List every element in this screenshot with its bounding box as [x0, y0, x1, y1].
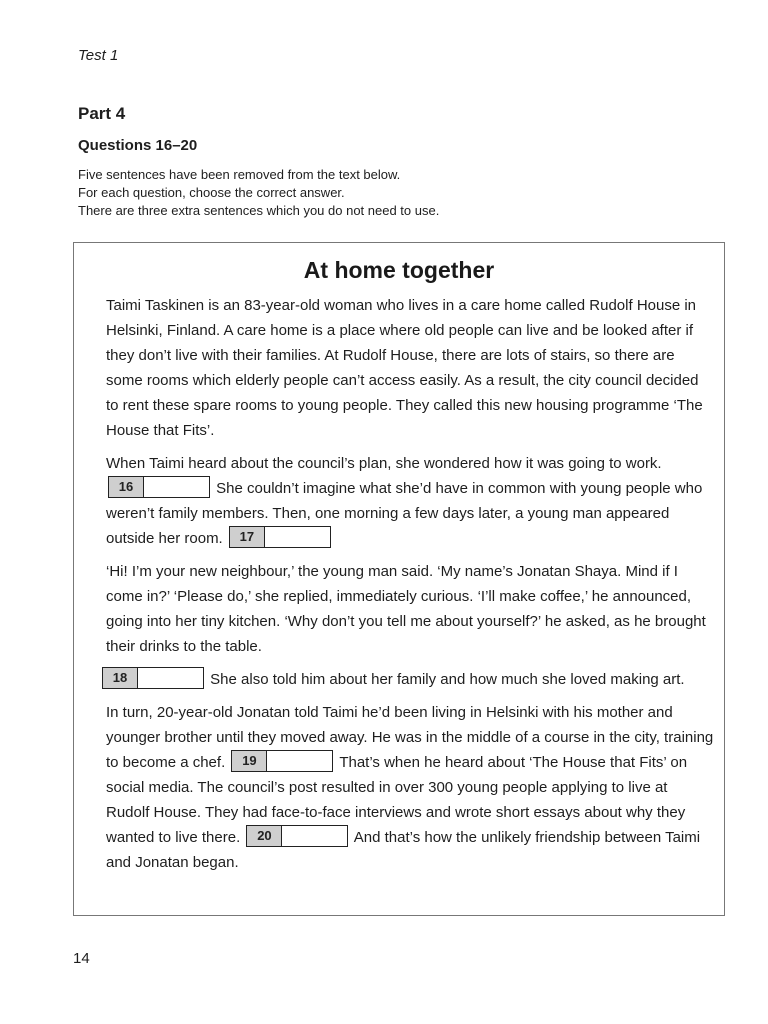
gap-number: 20	[247, 826, 282, 846]
article-body	[106, 293, 714, 883]
paragraph-text: She couldn’t imagine what she’d have in common with young people who weren’t family members. Then, one morning a few days later, a young man appeared outside her room.	[106, 480, 703, 547]
gap-20-box[interactable]	[246, 825, 348, 847]
questions-range: Questions 16–20	[78, 137, 198, 154]
paragraph-4	[106, 667, 714, 692]
gap-number: 17	[230, 527, 265, 547]
paragraph-1: Taimi Taskinen is an 83-year-old woman who lives in a care home called Rudolf House in Helsinki, Finland. A care home is a place where old people can live and be looked after if they don’t live with their families. At Rudolf House, there are lots of stairs, so there are some rooms which elderly people can’t access easily. As a result, the city council decided to rent these spare rooms to young people. They called this new housing programme ‘The House that Fits’.	[106, 297, 703, 439]
paragraph-text: And that’s how the unlikely friendship between Taimi and Jonatan began.	[106, 829, 701, 871]
gap-19-box[interactable]	[231, 750, 333, 772]
gap-17-box[interactable]	[229, 526, 331, 548]
gap-number: 16	[109, 477, 144, 497]
paragraph-text: In turn, 20-year-old Jonatan told Taimi he’d been living in Helsinki with his mother and younger brother until they moved away. He was in the middle of a course in the city, training to become a chef.	[106, 704, 714, 771]
part-title: Part 4	[78, 104, 126, 123]
gap-18-box[interactable]	[102, 667, 204, 689]
article-box	[73, 242, 725, 916]
gap-number: 18	[103, 668, 138, 688]
paragraph-2	[106, 451, 714, 551]
instructions	[78, 166, 678, 220]
paragraph-text: That’s when he heard about ‘The House that Fits’ on social media. The council’s post resulted in over 300 young people applying to live at Rudolf House. They had face-to-face interviews and wrote short essays about why they wanted to live there.	[106, 754, 688, 846]
instruction-line: For each question, choose the correct answer.	[78, 185, 345, 200]
paragraph-text: She also told him about her family and how much she loved making art.	[210, 671, 685, 688]
gap-16-box[interactable]	[108, 476, 210, 498]
page-number: 14	[73, 950, 90, 967]
article-title: At home together	[303, 257, 495, 283]
paragraph-5	[106, 700, 714, 875]
instruction-line: There are three extra sentences which you do not need to use.	[78, 203, 440, 218]
gap-number: 19	[232, 751, 267, 771]
instruction-line: Five sentences have been removed from the text below.	[78, 167, 401, 182]
paragraph-3: ‘Hi! I’m your new neighbour,’ the young man said. ‘My name’s Jonatan Shaya. Mind if I come in?’ ‘Please do,’ she replied, immediately curious. ‘I’ll make coffee,’ he announced, going into her tiny kitchen. ‘Why don’t you tell me about yourself?’ he asked, as he brought their drinks to the table.	[106, 563, 706, 655]
running-head: Test 1	[78, 47, 119, 64]
paragraph-text: When Taimi heard about the council’s plan, she wondered how it was going to work.	[106, 455, 662, 472]
